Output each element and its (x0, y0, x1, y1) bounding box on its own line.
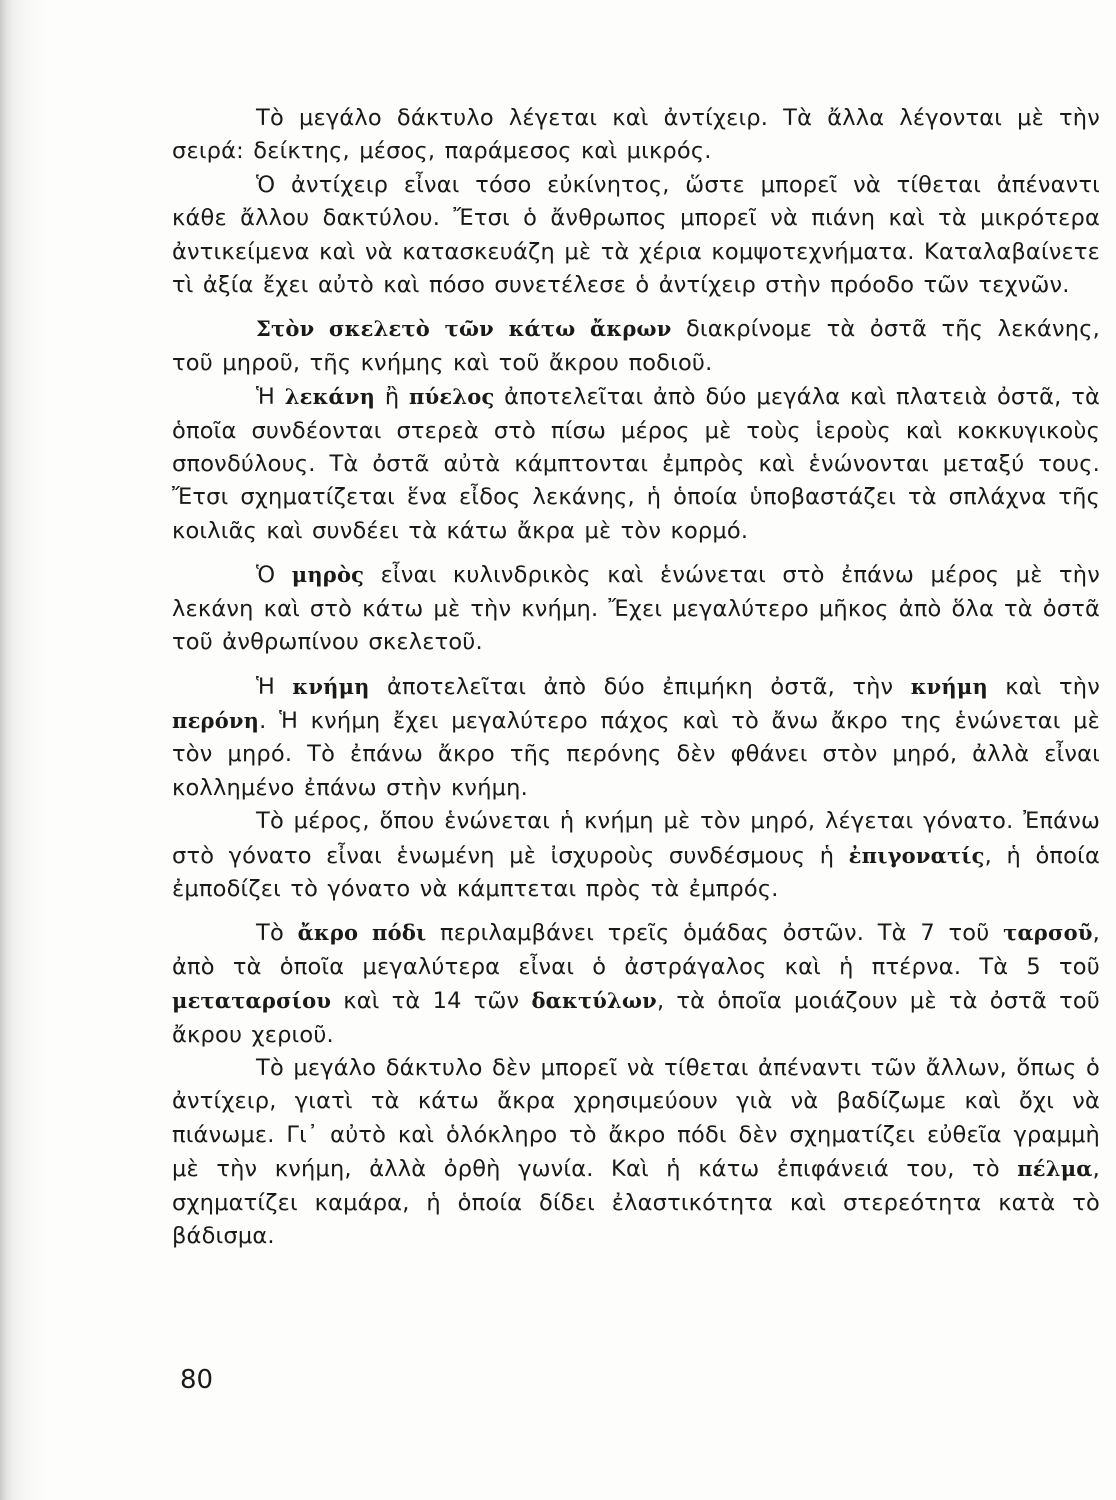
text-segment: ἢ (375, 384, 410, 411)
text-segment: , τὰ ὁποῖα μοιάζουν μὲ τὰ ὀστᾶ τοῦ ἄκρου χεριοῦ. (172, 988, 1101, 1048)
text-segment: καὶ τὰ 14 τῶν (331, 988, 532, 1015)
text-segment: Τὸ μέρος, ὅπου ἑνώνεται ἡ κνήμη μὲ τὸν μηρό, λέγεται γόνατο. Ἐπάνω στὸ γόνατο εἶναι ἑνωμένη μὲ ἰσχυροὺς συνδέσμους ἡ (172, 808, 1100, 869)
bold-term: ἐπιγονατίς (848, 842, 985, 868)
bold-term: ταρσοῦ (1003, 920, 1093, 946)
text-segment: ἀποτελεῖται ἀπὸ δύο μεγάλα καὶ πλατειὰ ὀστᾶ, τὰ ὁποῖα συνδέονται στερεὰ στὸ πίσω μέρος μὲ τοὺς ἱεροὺς καὶ κοκκυγικοὺς σπονδύλους. Τὰ ὀστᾶ αὐτὰ κάμπτονται ἐμπρὸς καὶ ἑνώνονται μεταξύ τους. Ἔτσι σχηματίζεται ἕνα εἶδος λεκάνης, ἡ ὁποία ὑποβαστάζει τὰ σπλάχνα τῆς κοιλιᾶς καὶ συνδέει τὰ κάτω ἄκρα μὲ τὸν κορμό. (172, 384, 1100, 544)
text-segment: Ὁ ἀντίχειρ εἶναι τόσο εὐκίνητος, ὥστε μπορεῖ νὰ τίθεται ἀπέναντι κάθε ἄλλου δακτύλου. Ἔτσι ὁ ἄνθρωπος μπορεῖ νὰ πιάνη καὶ τὰ μικρότερα ἀντικείμενα καὶ νὰ κατασκευάζη μὲ τὰ χέρια κομψοτεχνήματα. Καταλαβαίνετε τὶ ἀξία ἔχει αὐτὸ καὶ πόσο συνετέλεσε ὁ ἀντίχειρ στὴν πρόοδο τῶν τεχνῶν. (172, 171, 1100, 299)
text-segment: καὶ τὴν (987, 673, 1100, 700)
page-binding-edge (0, 0, 52, 1500)
text-segment: . Ἡ κνήμη ἔχει μεγαλύτερο πάχος καὶ τὸ ἄνω ἄκρο της ἑνώνεται μὲ τὸν μηρό. Τὸ ἐπάνω ἄκρο τῆς περόνης δὲν φθάνει στὸν μηρό, ἀλλὰ εἶναι κολλημένο ἐπάνω στὴν κνήμη. (172, 707, 1100, 801)
paragraph-opposable-thumb (172, 169, 1100, 303)
bold-term: πέλμα (1017, 1156, 1093, 1182)
bold-term: μεταταρσίου (172, 988, 332, 1014)
text-segment: Τὸ μεγάλο δάκτυλο δὲν μπορεῖ νὰ τίθεται ἀπέναντι τῶν ἄλλων, ὅπως ὁ ἀντίχειρ, γιατὶ τὰ κάτω ἄκρα χρησιμεύουν γιὰ νὰ βαδίζωμε καὶ ὄχι νὰ πιάνωμε. Γι᾿ αὐτὸ καὶ ὁλόκληρο τὸ ἄκρο πόδι δὲν σχηματίζει εὐθεῖα γραμμὴ μὲ τὴν κνήμη, ἀλλὰ ὀρθὴ γωνία. Καὶ ἡ κάτω ἐπιφάνειά του, τὸ (172, 1054, 1100, 1183)
paragraph-big-toe (172, 1052, 1100, 1253)
text-segment: Ἡ (256, 384, 285, 411)
page-number: 80 (180, 1365, 214, 1395)
paragraph-foot (172, 916, 1100, 1052)
text-segment: Ἡ (256, 673, 293, 700)
text-segment: Ὁ (256, 562, 292, 589)
text-segment: , ἡ ὁποία ἐμποδίζει τὸ γόνατο νὰ κάμπτεται πρὸς τὰ ἐμπρός. (172, 842, 1100, 902)
bold-term: ἄκρο πόδι (297, 920, 427, 946)
paragraph-knee (172, 805, 1100, 906)
paragraph-femur (172, 558, 1100, 659)
bold-term: περόνη (172, 707, 260, 733)
paragraph-tibia (172, 670, 1100, 806)
text-segment: ἀποτελεῖται ἀπὸ δύο ἐπιμήκη ὀστᾶ, τὴν (369, 673, 911, 700)
paragraph-pelvis (172, 380, 1100, 548)
bold-term: κνήμη (910, 673, 988, 699)
bold-term: δακτύλων (531, 988, 657, 1014)
text-segment: περιλαμβάνει τρεῖς ὁμάδας ὀστῶν. Τὰ 7 τοῦ (426, 920, 1004, 947)
paragraph-lower-limbs (172, 312, 1100, 380)
text-segment: εἶναι κυλινδρικὸς καὶ ἑνώνεται στὸ ἐπάνω μέρος μὲ τὴν λεκάνη καὶ στὸ κάτω μὲ τὴν κνήμη. Ἔχει μεγαλύτερο μῆκος ἀπὸ ὅλα τὰ ὀστᾶ τοῦ ἀνθρωπίνου σκελετοῦ. (172, 562, 1100, 656)
bold-term: λεκάνη (284, 384, 376, 410)
text-segment: Τὸ μεγάλο δάκτυλο λέγεται καὶ ἀντίχειρ. Τὰ ἄλλα λέγονται μὲ τὴν σειρά: δείκτης, μέσος, παράμεσος καὶ μικρός. (172, 105, 1100, 165)
text-segment: , ἀπὸ τὰ ὁποῖα μεγαλύτερα εἶναι ὁ ἀστράγαλος καὶ ἡ πτέρνα. Τὰ 5 τοῦ (172, 920, 1100, 980)
bold-term: μηρὸς (291, 562, 365, 588)
book-page (172, 102, 1100, 1253)
bold-term: Στὸν σκελετὸ τῶν κάτω ἄκρων (256, 316, 672, 342)
bold-term: πύελος (409, 384, 495, 410)
paragraph-thumb-fingers (172, 102, 1100, 169)
text-segment: , σχηματίζει καμάρα, ἡ ὁποία δίδει ἐλαστικότητα καὶ στερεότητα κατὰ τὸ βάδισμα. (172, 1156, 1100, 1249)
text-segment: Τὸ (256, 920, 298, 947)
text-segment: διακρίνομε τὰ ὀστᾶ τῆς λεκάνης, τοῦ μηροῦ, τῆς κνήμης καὶ τοῦ ἄκρου ποδιοῦ. (172, 316, 1101, 376)
bold-term: κνήμη (292, 673, 370, 699)
